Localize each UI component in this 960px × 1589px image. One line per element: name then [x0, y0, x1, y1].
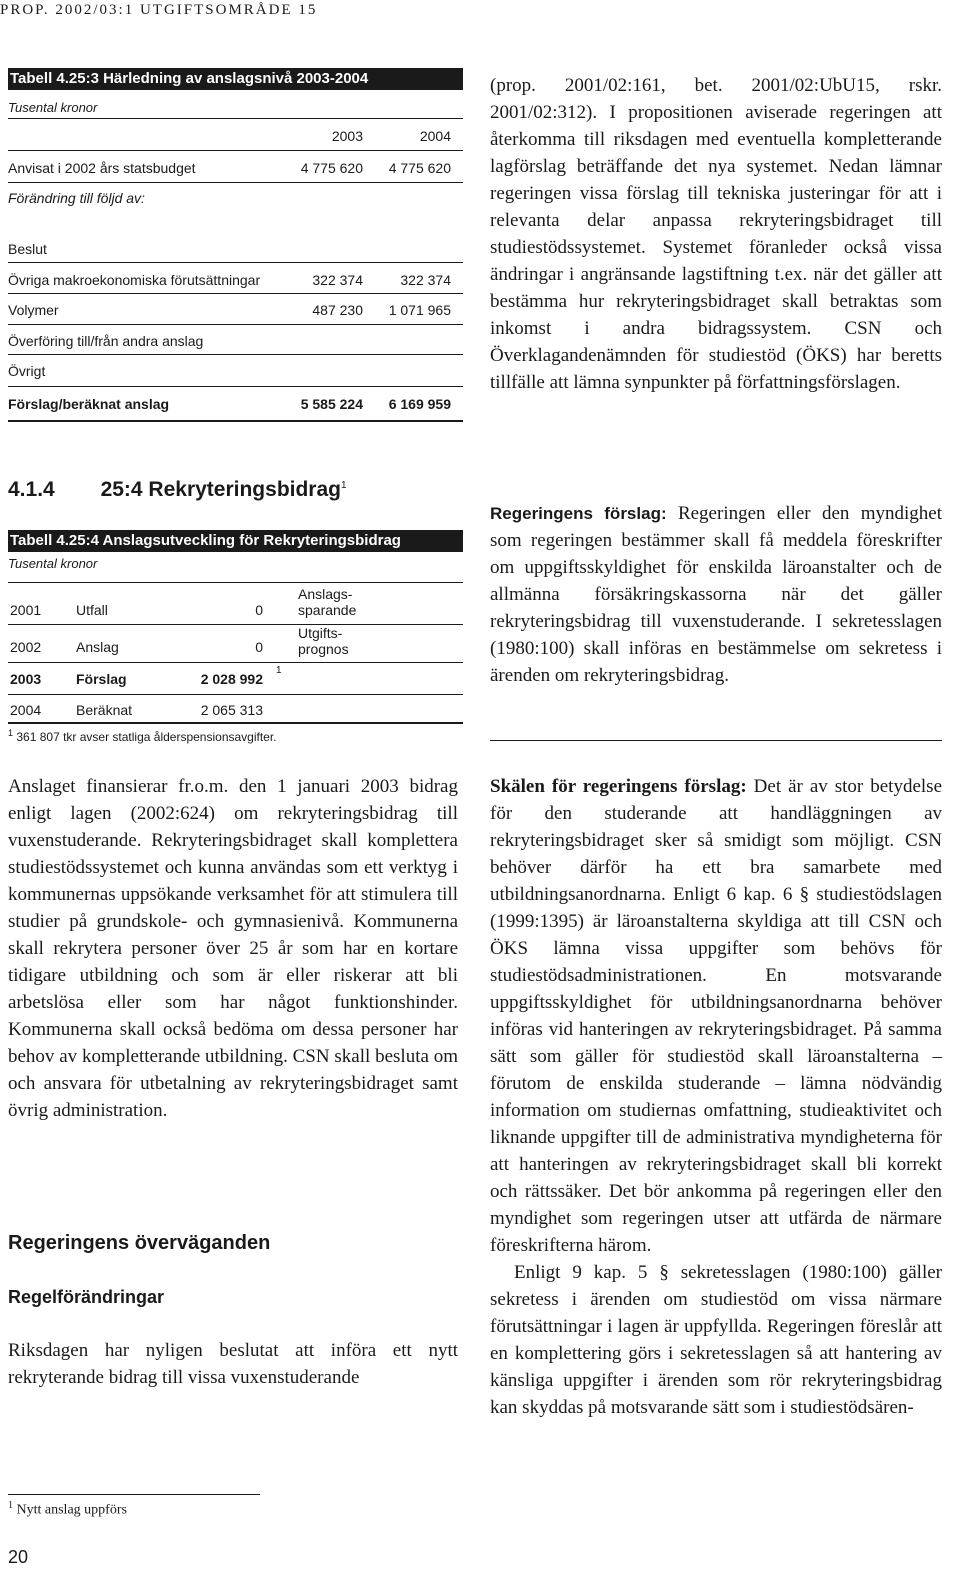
page-number: 20: [8, 1547, 29, 1567]
section-heading: [8, 478, 347, 502]
table-side-label: Utgifts- prognos: [298, 625, 349, 657]
table-unit: Tusental kronor: [8, 100, 98, 115]
table-footnote: $^1$ 361 807 tkr avser statliga ålderspensionsavgifter.: [8, 728, 277, 744]
table-side-label: Anslags- sparande: [298, 586, 357, 618]
body-text-left-last: Riksdagen har nyligen beslutat att införa ett nytt rekryterande bidrag till vissa vuxenstuderande: [8, 1340, 458, 1388]
table-unit: Tusental kronor: [8, 556, 98, 571]
col-2003: 2003: [331, 128, 363, 144]
section-number: 4.1.4: [8, 478, 55, 501]
table-title: Tabell 4.25:3 Härledning av anslagsnivå 2003-2004: [8, 68, 463, 90]
heading-overvaganden: Regeringens överväganden: [8, 1232, 271, 1254]
col-2004: 2004: [419, 128, 451, 144]
body-text-right-top: (prop. 2001/02:161, bet. 2001/02:UbU15, rskr. 2001/02:312). I propositionen aviserade regeringen att återkomma till riksdagen med eventuella kompletterande lagförslag beträffande det nya systemet. Nedan lämnar regeringen vissa förslag till tekniska justeringar för att i relevanta delar anpassa rekryteringsbidraget till studiestödssystemet. Systemet föranleder också vissa ändringar i angränsande lagstiftning t.ex. när det gäller att bestämma hur rekryteringsbidraget skall betraktas som inkomst i andra bidragssystem. CSN och Överklagandenämnden för studiestöd (ÖKS) har beretts tillfälle att lämna synpunkter på författningsförslagen.: [490, 75, 942, 393]
body-text-left: Anslaget finansierar fr.o.m. den 1 januari 2003 bidrag enligt lagen (2002:624) om rekryteringsbidrag till vuxenstuderande. Rekryteringsbidraget skall komplettera studiestödssystemet och kunna användas som ett verktyg i kommunernas uppsökande verksamhet för att stimulera till studier på grundskole- och gymnasienivå. Kommunerna skall rekrytera personer över 25 år som har en kortare tidigare utbildning och som är eller riskerar att bli arbetslösa eller som har något funktionshinder. Kommunerna skall också bedöma om dessa personer har behov av kompletterande utbildning. CSN skall besluta om och ansvara för utbetalning av rekryteringsbidraget samt övrig administration.: [8, 776, 458, 1121]
running-head: PROP. 2002/03:1 UTGIFTSOMRÅDE 15: [0, 2, 318, 18]
table-4-25-3: [8, 68, 463, 423]
body-text-right-bottom: Skälen för regeringens förslag: Det är av stor betydelse för den studerande att handläggningen av rekryteringsbidraget sker så smidigt som möjligt. CSN behöver därför ha ett bra samarbete med utbildningsanordnarna. Enligt 6 kap. 6 § studiestödslagen (1999:1395) är läroanstalterna skyldiga att till CSN och ÖKS lämna vissa uppgifter som behövs för studiestödsadministrationen. En motsvarande uppgiftsskyldighet för utbildningsanordnarna behöver införas vid hanteringen av rekryteringsbidraget. På samma sätt som gäller för studiestöd skall läroanstalterna – förutom de enskilda studerande – lämna nödvändig information om studiernas omfattning, studieaktivitet och liknande uppgifter till de administrativa myndigheterna för att hanteringen av rekryteringsbidraget skall bli korrekt och rättssäker. Det bör ankomma på regeringen eller den myndighet som regeringen utser att utfärda de närmare föreskrifterna härom. Enligt 9 kap. 5 § sekretesslagen (1980:100) gäller sekretess i ärenden om studiestöd om vissa närmare förutsättningar i lagen är uppfyllda. Regeringen föreslår att en komplettering görs i sekretesslagen så att hantering av känsliga uppgifter i ärenden som rör rekryteringsbidrag kan skyddas på motsvarande sätt som i studiestödsären-: [490, 776, 942, 1418]
table-4-25-4-title: Tabell 4.25:4 Anslagsutveckling för Rekryteringsbidrag: [8, 530, 463, 552]
reasons-lead: Skälen för regeringens förslag:: [490, 776, 747, 797]
heading-regelforandringar: Regelförändringar: [8, 1287, 165, 1307]
proposal-box: Regeringens förslag: Regeringen eller den myndighet som regeringen bestämmer skall få meddela föreskrifter om uppgiftsskyldighet för enskilda läroanstalter och de allmänna försäkringskassorna när det gäller rekryteringsbidrag till vuxenstuderande. I sekretesslagen (1980:100) skall införas en bestämmelse om sekretess i ärenden om rekryteringsbidrag.: [490, 503, 942, 686]
footnote-ref: 1: [341, 480, 347, 491]
page-footnote: $^1$ Nytt anslag uppförs: [8, 1500, 127, 1518]
section-title: 25:4 Rekryteringsbidrag: [100, 478, 341, 501]
proposal-lead: Regeringens förslag:: [490, 504, 667, 523]
